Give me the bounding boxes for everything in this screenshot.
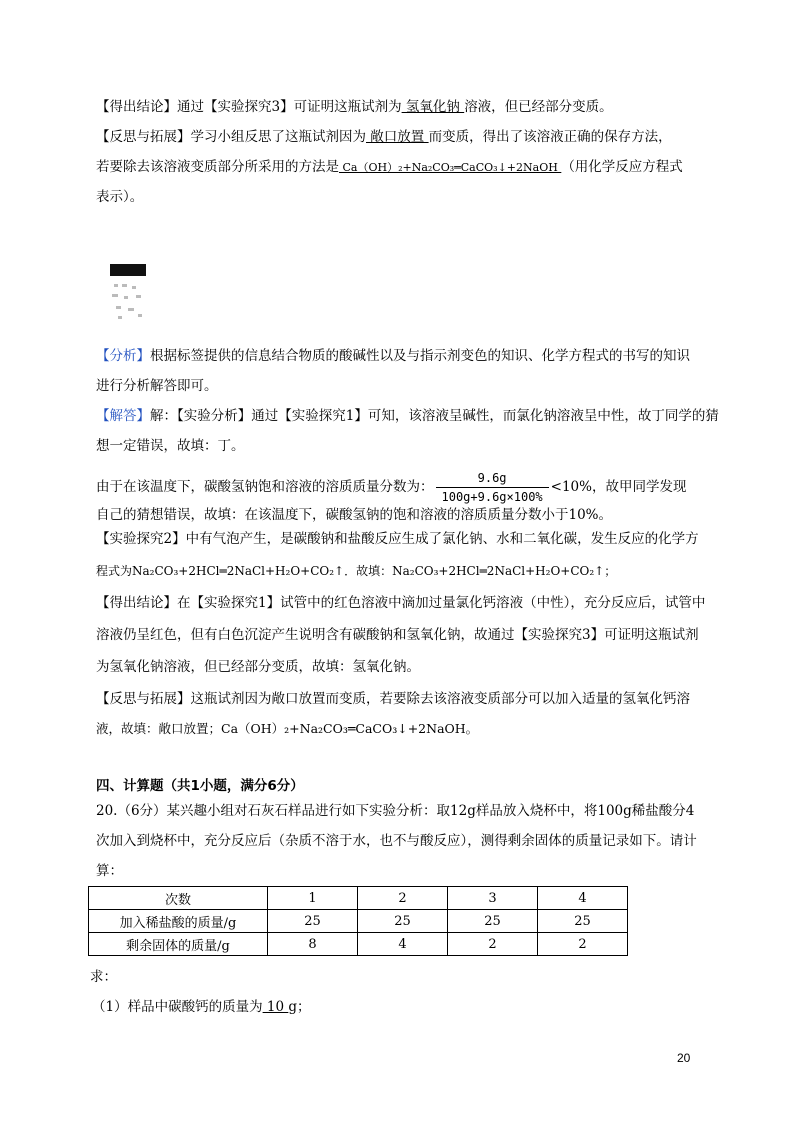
reagent-label-image — [108, 262, 148, 324]
fraction-numerator: 9.6g — [436, 469, 549, 488]
question-line-1 — [96, 801, 694, 821]
subquestion-1-blank: 10 — [262, 999, 289, 1015]
conclusion-tag: 【得出结论】 — [96, 99, 177, 115]
section-heading: 四、计算题（共1小题，满分6分） — [96, 778, 304, 794]
table-header-cell: 2 — [358, 887, 448, 910]
conclusion-text: 通过【实验探究3】可证明这瓶试剂为 — [177, 99, 402, 115]
reflection-text-end: 而变质，得出了该溶液正确的保存方法， — [428, 129, 672, 145]
page-number: 20 — [677, 1051, 691, 1065]
reflection-text-3: 表示）。 — [96, 189, 144, 205]
table-cell: 2 — [448, 933, 538, 956]
table-cell: 25 — [538, 910, 628, 933]
answer-text-3: 由于在该温度下，碳酸氢钠饱和溶液的溶质质量分数为： — [96, 479, 434, 495]
answer-line-3 — [96, 467, 686, 507]
table-row — [89, 933, 628, 956]
answer-text-1: 解：【实验分析】通过【实验探究1】可知，该溶液呈碱性，而氯化钠溶液呈中性，故丁同学的猜 — [150, 408, 719, 424]
table-cell: 4 — [358, 933, 448, 956]
conclusion-text-end: 溶液，但已经部分变质。 — [464, 99, 613, 115]
answer-text-6: 程式为Na₂CO₃+2HCl═2NaCl+H₂O+CO₂↑．故填：Na₂CO₃+2HCl═2NaCl+H₂O+CO₂↑； — [96, 564, 617, 578]
analysis-text-1: 根据标签提供的信息结合物质的酸碱性以及与指示剂变色的知识、化学方程式的书写的知识 — [150, 348, 690, 364]
answer-line-9 — [96, 657, 420, 677]
answer-line-10 — [96, 689, 690, 709]
table-cell: 2 — [538, 933, 628, 956]
analysis-line-2 — [96, 376, 218, 396]
reflection-text-2-end: （用化学反应方程式 — [561, 159, 683, 175]
answer-line-11 — [96, 719, 478, 739]
answer-text-4: 自己的猜想错误，故填：在该温度下，碳酸氢钠的饱和溶液的溶质质量分数小于10%。 — [96, 507, 613, 523]
question-text-3: 算： — [96, 863, 123, 879]
answer-text-7: 【得出结论】在【实验探究1】试管中的红色溶液中滴加过量氯化钙溶液（中性），充分反应后，试管中 — [96, 595, 706, 611]
question-text-2: 次加入到烧杯中，充分反应后（杂质不溶于水，也不与酸反应），测得剩余固体的质量记录如下。请计 — [96, 833, 697, 849]
conclusion-blank: 氢氧化钠 — [401, 99, 465, 115]
reflection-text: 学习小组反思了这瓶试剂因为 — [190, 129, 366, 145]
question-text-1: 20.（6分）某兴趣小组对石灰石样品进行如下实验分析：取12g样品放入烧杯中，将100g稀盐酸分4 — [96, 803, 695, 819]
question-line-2 — [96, 831, 697, 851]
experiment-data-table — [88, 886, 628, 956]
table-header-row — [89, 887, 628, 910]
answer-line-4 — [96, 505, 612, 525]
reflection-text-2: 若要除去该溶液变质部分所采用的方法是 — [96, 159, 339, 175]
table-cell: 剩余固体的质量/g — [89, 933, 268, 956]
answer-text-10: 【反思与拓展】这瓶试剂因为敞口放置而变质，若要除去该溶液变质部分可以加入适量的氢氧化钙溶 — [96, 691, 690, 707]
reflection-blank-2: Ca（OH）₂+Na₂CO₃═CaCO₃↓+2NaOH — [339, 161, 562, 174]
mass-fraction-formula — [436, 469, 549, 506]
reflection-line-1 — [96, 127, 672, 147]
reflection-tag: 【反思与拓展】 — [96, 129, 191, 145]
ask-label: 求： — [90, 969, 117, 985]
answer-text-11: 液，故填：敞口放置；Ca（OH）₂+Na₂CO₃═CaCO₃↓+2NaOH。 — [96, 721, 479, 736]
answer-text-8: 溶液仍呈红色，但有白色沉淀产生说明含有碳酸钠和氢氧化钠，故通过【实验探究3】可证明这瓶试剂 — [96, 627, 699, 643]
table-cell: 25 — [268, 910, 358, 933]
reflection-line-2 — [96, 157, 683, 178]
analysis-text-2: 进行分析解答即可。 — [96, 378, 218, 394]
table-row — [89, 910, 628, 933]
answer-line-2 — [96, 436, 245, 456]
answer-tag: 【解答】 — [96, 408, 150, 424]
conclusion-line — [96, 97, 613, 117]
subquestion-1 — [92, 997, 311, 1017]
answer-line-1 — [96, 406, 719, 426]
analysis-line-1 — [96, 346, 690, 366]
answer-line-5 — [96, 529, 699, 549]
reflection-line-3 — [96, 187, 143, 207]
reflection-blank-1: 敞口放置 — [366, 129, 429, 145]
answer-line-7 — [96, 593, 705, 613]
answer-text-2: 想一定错误，故填：丁。 — [96, 438, 245, 454]
answer-text-9: 为氢氧化钠溶液，但已经部分变质，故填：氢氧化钠。 — [96, 659, 420, 675]
subquestion-1-unit: g； — [288, 999, 311, 1015]
table-header-cell: 4 — [538, 887, 628, 910]
table-cell: 加入稀盐酸的质量/g — [89, 910, 268, 933]
subquestion-1-text: （1）样品中碳酸钙的质量为 — [92, 999, 263, 1015]
table-header-cell: 3 — [448, 887, 538, 910]
table-cell: 25 — [448, 910, 538, 933]
table-cell: 25 — [358, 910, 448, 933]
answer-line-6 — [96, 561, 616, 581]
answer-text-5: 【实验探究2】中有气泡产生，是碳酸钠和盐酸反应生成了氯化钠、水和二氧化碳，发生反应的化学方 — [96, 531, 699, 547]
table-header-cell: 1 — [268, 887, 358, 910]
table-header-cell: 次数 — [89, 887, 268, 910]
answer-text-3-end: <10%，故甲同学发现 — [550, 479, 687, 495]
fraction-denominator: 100g+9.6g×100% — [441, 490, 543, 504]
table-cell: 8 — [268, 933, 358, 956]
answer-line-8 — [96, 625, 699, 645]
question-line-3 — [96, 861, 123, 881]
analysis-tag: 【分析】 — [96, 348, 150, 364]
